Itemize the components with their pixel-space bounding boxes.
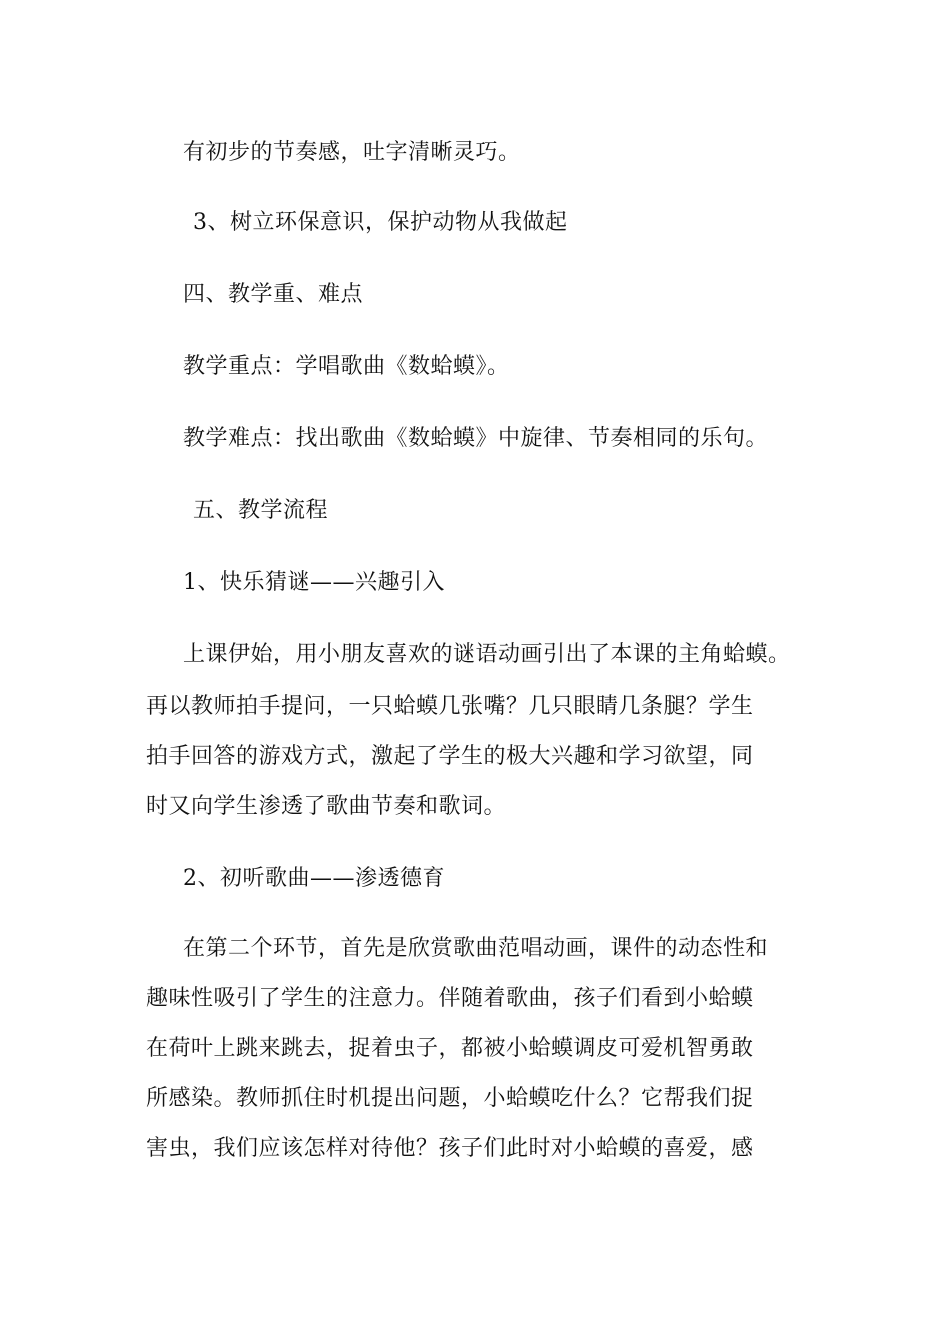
section-heading-key-points: 四、教学重、难点 xyxy=(183,282,364,307)
paragraph-line: 时又向学生渗透了歌曲节奏和歌词。 xyxy=(146,794,507,819)
paragraph-line: 拍手回答的游戏方式，激起了学生的极大兴趣和学习欲望，同 xyxy=(146,744,754,769)
section-heading-process: 五、教学流程 xyxy=(193,498,329,523)
paragraph-line: 在荷叶上跳来跳去，捉着虫子，都被小蛤蟆调皮可爱机智勇敢 xyxy=(146,1036,754,1061)
difficult-point-line: 教学难点：找出歌曲《数蛤蟆》中旋律、节奏相同的乐句。 xyxy=(183,426,769,451)
paragraph-line: 在第二个环节，首先是欣赏歌曲范唱动画，课件的动态性和 xyxy=(183,936,769,961)
paragraph-line: 所感染。教师抓住时机提出问题，小蛤蟆吃什么？它帮我们捉 xyxy=(146,1086,754,1111)
paragraph-line: 再以教师拍手提问，一只蛤蟆几张嘴？几只眼睛几条腿？学生 xyxy=(146,694,754,719)
step-heading-2: 2、初听歌曲——渗透德育 xyxy=(183,866,445,891)
paragraph-line: 上课伊始，用小朋友喜欢的谜语动画引出了本课的主角蛤蟆。 xyxy=(183,642,791,667)
paragraph-line: 有初步的节奏感，吐字清晰灵巧。 xyxy=(183,140,521,165)
key-point-line: 教学重点：学唱歌曲《数蛤蟆》。 xyxy=(183,354,510,379)
step-heading-1: 1、快乐猜谜——兴趣引入 xyxy=(183,570,445,595)
objective-item-3: 3、树立环保意识，保护动物从我做起 xyxy=(193,210,568,235)
paragraph-line: 趣味性吸引了学生的注意力。伴随着歌曲，孩子们看到小蛤蟆 xyxy=(146,986,754,1011)
paragraph-line: 害虫，我们应该怎样对待他？孩子们此时对小蛤蟆的喜爱，感 xyxy=(146,1136,754,1161)
